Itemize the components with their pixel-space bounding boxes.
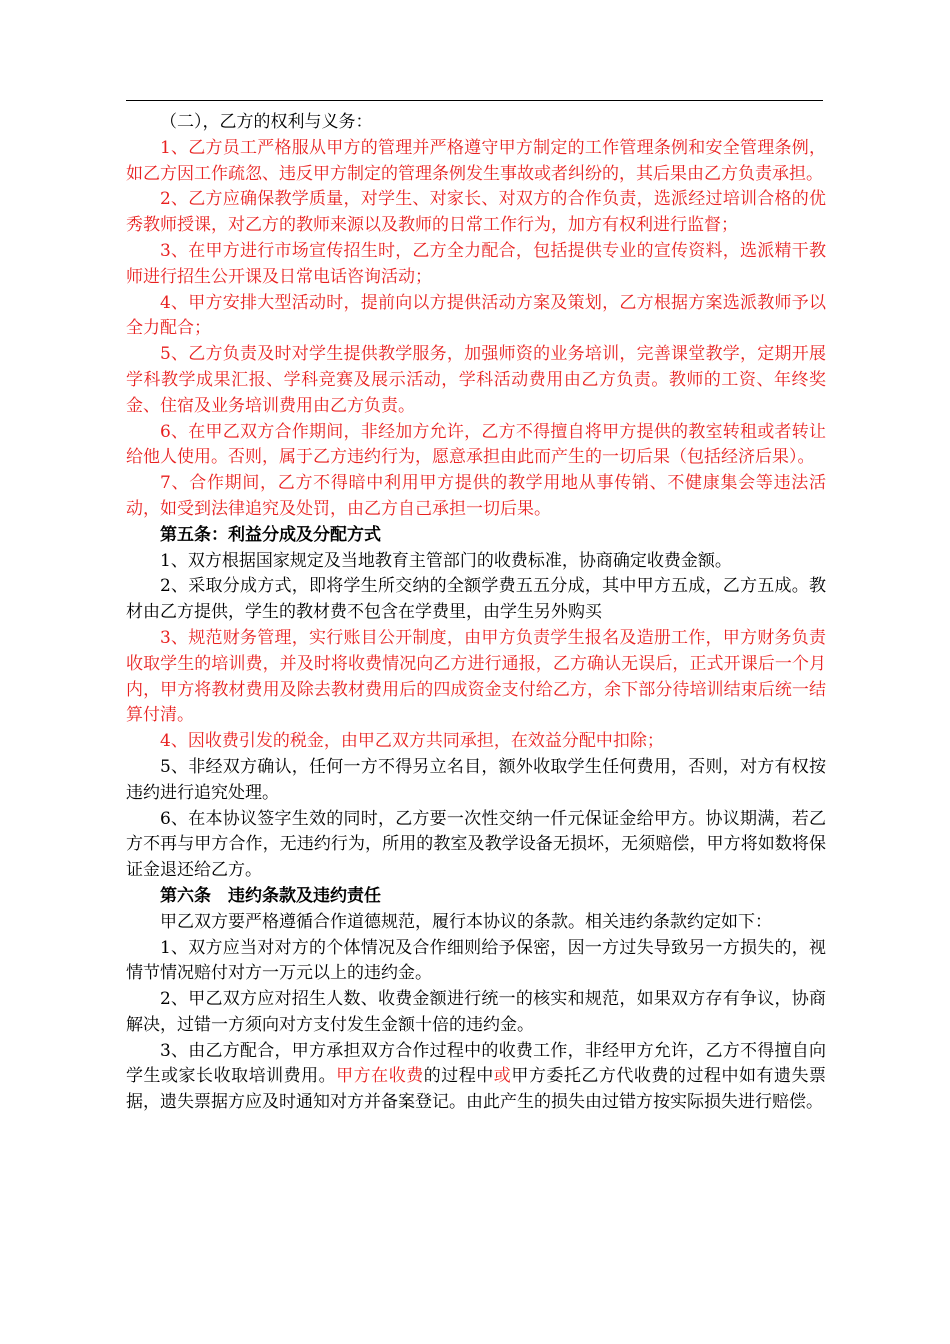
item3-text-b: 的过程中 xyxy=(423,1066,494,1087)
section-two-item-5: 5、乙方负责及时对学生提供教学服务，加强师资的业务培训，完善课堂教学，定期开展学科教学成果汇报、学科竞赛及展示活动，学科活动费用由乙方负责。教师的工资、年终奖金、住宿及业务培训费用由乙方负责。 xyxy=(126,344,826,416)
article-five-item-3: 3、规范财务管理，实行账目公开制度，由甲方负责学生报名及造册工作，甲方财务负责收取学生的培训费，并及时将收费情况向乙方进行通报，乙方确认无误后，正式开课后一个月内，甲方将教材费用及除去教材费用后的四成资金支付给乙方，余下部分待培训结束后统一结算付清。 xyxy=(126,627,826,726)
section-two-item-1: 1、乙方员工严格服从甲方的管理并严格遵守甲方制定的工作管理条例和安全管理条例，如乙方因工作疏忽、违反甲方制定的管理条例发生事故或者纠纷的，其后果由乙方负责承担。 xyxy=(126,137,826,184)
article-six-item-1: 1、双方应当对对方的个体情况及合作细则给予保密，因一方过失导致另一方损失的，视情节情况赔付对方一万元以上的违约金。 xyxy=(126,937,826,984)
item3-highlight-b: 或 xyxy=(493,1066,512,1087)
item3-text-c: 甲方委托乙方代收费的过程中如有遗失票据，遗失票据方应及时通知对方并备案登记。由此产生的损失由过错方按实际损失进行赔偿。 xyxy=(126,1066,827,1113)
article-six-item-2: 2、甲乙双方应对招生人数、收费金额进行统一的核实和规范，如果双方存有争议，协商解决，过错一方须向对方支付发生金额十倍的违约金。 xyxy=(126,989,826,1035)
article-five-item-4: 4、因收费引发的税金，由甲乙双方共同承担，在效益分配中扣除； xyxy=(160,731,664,752)
article-five-item-1: 1、双方根据国家规定及当地教育主管部门的收费标准，协商确定收费金额。 xyxy=(160,550,732,571)
article-six-heading: 第六条 违约条款及违约责任 xyxy=(160,885,381,906)
section-two-item-7: 7、合作期间，乙方不得暗中利用甲方提供的教学用地从事传销、不健康集会等违法活动，如受到法律追究及处罚，由乙方自己承担一切后果。 xyxy=(126,473,826,519)
section-two-item-6: 6、在甲乙双方合作期间，非经加方允许，乙方不得擅自将甲方提供的教室转租或者转让给他人使用。否则，属于乙方违约行为，愿意承担由此而产生的一切后果（包括经济后果）。 xyxy=(126,421,826,468)
item3-highlight-a: 甲方在收费 xyxy=(336,1066,424,1087)
article-five-item-6: 6、在本协议签字生效的同时，乙方要一次性交纳一仟元保证金给甲方。协议期满，若乙方不再与甲方合作，无违约行为，所用的教室及教学设备无损坏，无须赔偿，甲方将如数将保证金退还给乙方。 xyxy=(126,808,826,881)
contract-body xyxy=(126,110,826,1116)
section-two-item-4: 4、甲方安排大型活动时，提前向以方提供活动方案及策划，乙方根据方案选派教师予以全力配合； xyxy=(126,292,826,339)
article-six-intro: 甲乙双方要严格遵循合作道德规范，履行本协议的条款。相关违约条款约定如下： xyxy=(160,911,772,932)
article-five-item-2: 2、采取分成方式，即将学生所交纳的全额学费五五分成，其中甲方五成，乙方五成。教材由乙方提供，学生的教材费不包含在学费里，由学生另外购买 xyxy=(126,576,826,623)
section-two-title: （二），乙方的权利与义务： xyxy=(160,112,373,132)
section-two-item-3: 3、在甲方进行市场宣传招生时，乙方全力配合，包括提供专业的宣传资料，选派精干教师进行招生公开课及日常电话咨询活动； xyxy=(126,240,826,287)
article-six-item-3 xyxy=(126,1039,826,1116)
section-two-item-2: 2、乙方应确保教学质量，对学生、对家长、对双方的合作负责，选派经过培训合格的优秀教师授课，对乙方的教师来源以及教师的日常工作行为，加方有权利进行监督； xyxy=(126,189,826,236)
article-five-heading: 第五条：利益分成及分配方式 xyxy=(160,524,381,545)
item3-text-a: 3、由乙方配合，甲方承担双方合作过程中的收费工作，非经甲方允许，乙方不得擅自向学生或家长收取培训费用。 xyxy=(126,1040,826,1087)
article-five-item-5: 5、非经双方确认，任何一方不得另立名目，额外收取学生任何费用，否则，对方有权按违约进行追究处理。 xyxy=(126,756,826,803)
header-rule xyxy=(126,100,823,101)
